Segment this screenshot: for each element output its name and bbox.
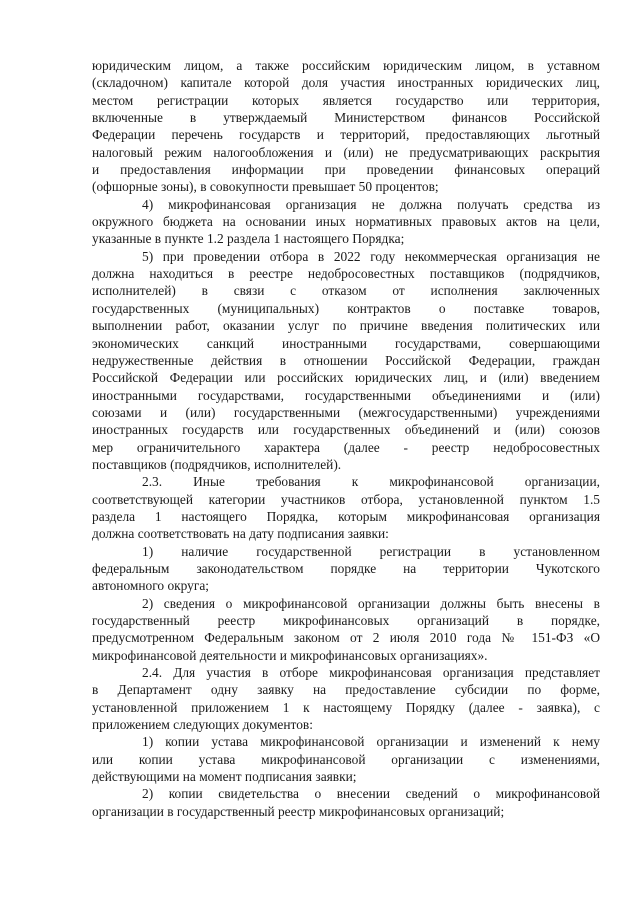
text-line: и предоставления информации при проведении финансовых операций	[92, 162, 600, 178]
paragraph-2-3-item-1	[92, 543, 600, 595]
text-line: указанные в пункте 1.2 раздела 1 настоящего Порядка;	[92, 231, 405, 247]
text-line: 1) копии устава микрофинансовой организации и изменений к нему	[142, 734, 600, 750]
text-line: местом регистрации которых является государство или территория,	[92, 92, 600, 108]
text-line: Российской Федерации или российских юридических лиц, и (или) введением	[92, 370, 600, 386]
paragraph-2-4-item-2	[92, 785, 600, 820]
text-line: приложением следующих документов:	[92, 717, 313, 733]
text-line: должна находиться в реестре недобросовестных поставщиков (подрядчиков,	[92, 266, 600, 282]
text-line: экономических санкций иностранными государствами, совершающими	[92, 335, 600, 351]
text-line: выполнении работ, оказании услуг по причине введения политических или	[92, 318, 600, 334]
text-line: 2.4. Для участия в отборе микрофинансовая организация представляет	[142, 665, 600, 681]
paragraph-item-5	[92, 248, 600, 473]
text-line: мер ограничительного характера (далее - реестр недобросовестных	[92, 439, 600, 455]
text-line: недружественные действия в отношении Российской Федерации, граждан	[92, 352, 600, 368]
text-line: государственных (муниципальных) контрактов о поставке товаров,	[92, 300, 600, 316]
text-line: союзами и (или) государственными (межгосударственными) учреждениями	[92, 404, 600, 420]
paragraph-section-2-3	[92, 473, 600, 542]
text-line: юридическим лицом, а также российским юридическим лицом, в уставном	[92, 58, 600, 73]
text-line: включенные в утверждаемый Министерством финансов Российской	[92, 110, 600, 126]
paragraph-offshore-criteria	[92, 57, 600, 196]
text-line: микрофинансовой деятельности и микрофинансовых организациях».	[92, 647, 488, 663]
text-line: соответствующей категории участников отбора, установленной пунктом 1.5	[92, 491, 600, 507]
text-line: раздела 1 настоящего Порядка, которым микрофинансовая организация	[92, 508, 600, 524]
text-line: или копии устава микрофинансовой организации с изменениями,	[92, 751, 600, 767]
text-line: иностранными государствами, государственными объединениями и (или)	[92, 387, 600, 403]
paragraph-2-4-item-1	[92, 733, 600, 785]
text-line: иностранных государств или государственных объединений и (или) союзов	[92, 422, 600, 438]
text-line: поставщиков (подрядчиков, исполнителей).	[92, 456, 342, 472]
paragraph-2-3-item-2	[92, 595, 600, 664]
text-line: 4) микрофинансовая организация не должна получать средства из	[142, 196, 600, 212]
text-line: организации в государственный реестр микрофинансовых организаций;	[92, 803, 505, 819]
text-line: (складочном) капитале которой доля участия иностранных юридических лиц,	[92, 75, 600, 91]
text-line: должна соответствовать на дату подписания заявки:	[92, 526, 389, 542]
text-line: автономного округа;	[92, 578, 210, 594]
text-line: 2.3. Иные требования к микрофинансовой организации,	[142, 474, 600, 490]
text-line: 5) при проведении отбора в 2022 году некоммерческая организация не	[142, 248, 600, 264]
text-line: федеральным законодательством порядке на территории Чукотского	[92, 560, 600, 576]
paragraph-item-4	[92, 196, 600, 248]
text-line: 2) копии свидетельства о внесении сведений о микрофинансовой	[142, 786, 600, 802]
text-line: Федерации перечень государств и территорий, предоставляющих льготный	[92, 127, 600, 143]
text-line: действующими на момент подписания заявки;	[92, 769, 357, 785]
text-line: налоговый режим налогообложения и (или) не предусматривающих раскрытия	[92, 144, 600, 160]
text-line: установленной приложением 1 к настоящему Порядку (далее - заявка), с	[92, 699, 600, 715]
text-line: (офшорные зоны), в совокупности превышает 50 процентов;	[92, 179, 439, 195]
text-line: в Департамент одну заявку на предоставление субсидии по форме,	[92, 682, 600, 698]
text-line: 2) сведения о микрофинансовой организации должны быть внесены в	[142, 595, 600, 611]
text-line: 1) наличие государственной регистрации в установленном	[142, 543, 600, 559]
text-line: окружного бюджета на основании иных нормативных правовых актов на цели,	[92, 214, 600, 230]
paragraph-section-2-4	[92, 664, 600, 733]
text-line: предусмотренном Федеральным законом от 2 июля 2010 года № 151-ФЗ «О	[92, 630, 600, 646]
text-line: государственный реестр микрофинансовых организаций в порядке,	[92, 613, 600, 628]
text-line: исполнителей) в связи с отказом от исполнения заключенных	[92, 283, 600, 299]
